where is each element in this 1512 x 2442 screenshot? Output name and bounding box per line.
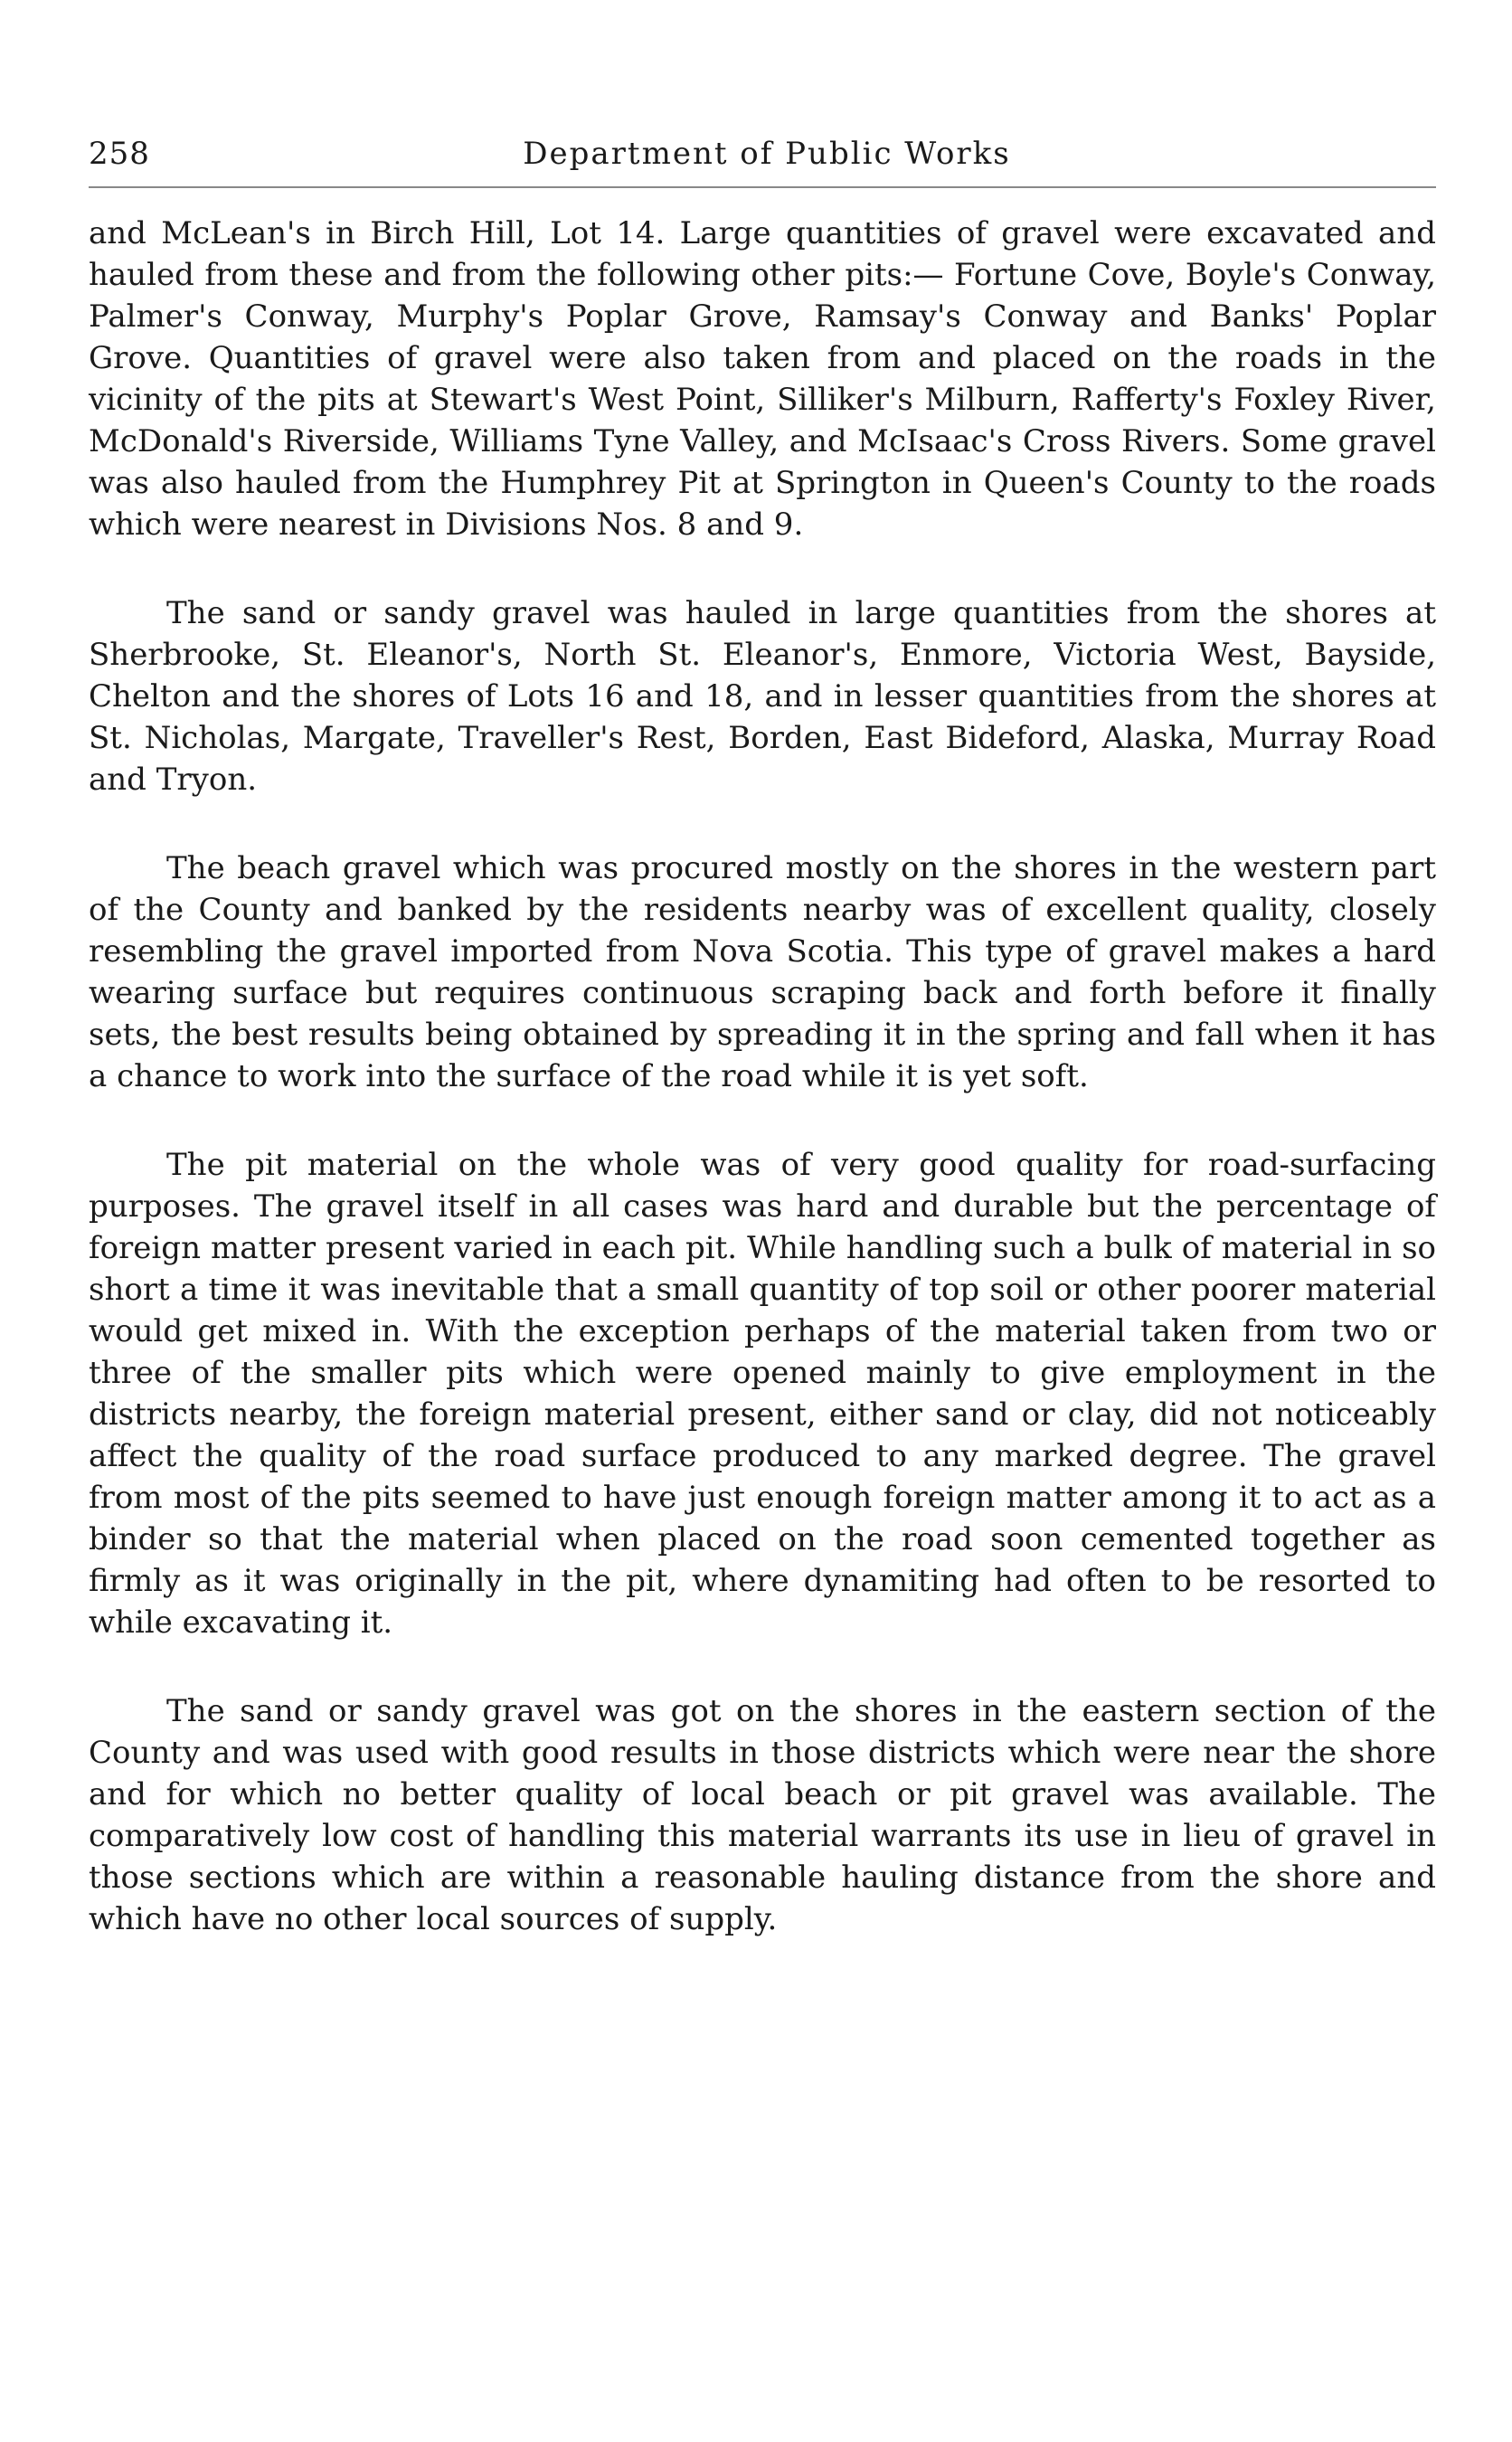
paragraph-beach-gravel: The beach gravel which was procured mostly on the shores in the western part of the County and banked by the residents nearby was of excellent quality, closely resembling the gravel imported from Nova Scotia. This type of gravel makes a hard wearing surface but requires continuous scraping back and forth before it finally sets, the best results being obtained by spreading it in the spring and fall when it has a chance to work into the surface of the road while it is yet soft. — [89, 850, 1436, 1094]
header-rule — [89, 186, 1436, 188]
running-title: Department of Public Works — [523, 136, 1011, 172]
body-text — [89, 213, 1436, 1987]
paragraph-pit-material: The pit material on the whole was of very good quality for road-surfacing purposes. The gravel itself in all cases was hard and durable but the percentage of foreign matter present varied in each pit. While handling such a bulk of material in so short a time it was inevitable that a small quantity of top soil or other poorer material would get mixed in. With the exception perhaps of the material taken from two or three of the smaller pits which were opened mainly to give employment in the districts nearby, the foreign material present, either sand or clay, did not noticeably affect the quality of the road surface produced to any marked degree. The gravel from most of the pits seemed to have just enough foreign matter among it to act as a binder so that the material when placed on the road soon cemented together as firmly as it was originally in the pit, where dynamiting had often to be resorted to while excavating it. — [89, 1147, 1436, 1641]
paragraph-sand-sources: The sand or sandy gravel was hauled in large quantities from the shores at Sherbrooke, St. Eleanor's, North St. Eleanor's, Enmore, Victoria West, Bayside, Chelton and the shores of Lots 16 and 18, and in lesser quantities from the shores at St. Nicholas, Margate, Traveller's Rest, Borden, East Bideford, Alaska, Murray Road and Tryon. — [89, 595, 1436, 798]
page-number: 258 — [89, 136, 150, 172]
paragraph-eastern-sand: The sand or sandy gravel was got on the shores in the eastern section of the County and was used with good results in those districts which were near the shore and for which no better quality of local beach or pit gravel was available. The comparatively low cost of handling this material warrants its use in lieu of gravel in those sections which are within a reasonable hauling distance from the shore and which have no other local sources of supply. — [89, 1693, 1436, 1937]
paragraph-continuation: and McLean's in Birch Hill, Lot 14. Large quantities of gravel were excavated and hauled from these and from the following other pits:— Fortune Cove, Boyle's Conway, Palmer's Conway, Murphy's Poplar Grove, Ramsay's Conway and Banks' Poplar Grove. Quantities of gravel were also taken from and placed on the roads in the vicinity of the pits at Stewart's West Point, Silliker's Milburn, Rafferty's Foxley River, McDonald's Riverside, Williams Tyne Valley, and McIsaac's Cross Rivers. Some gravel was also hauled from the Humphrey Pit at Springton in Queen's County to the roads which were nearest in Divisions Nos. 8 and 9. — [89, 215, 1436, 543]
page-header — [89, 136, 1436, 183]
